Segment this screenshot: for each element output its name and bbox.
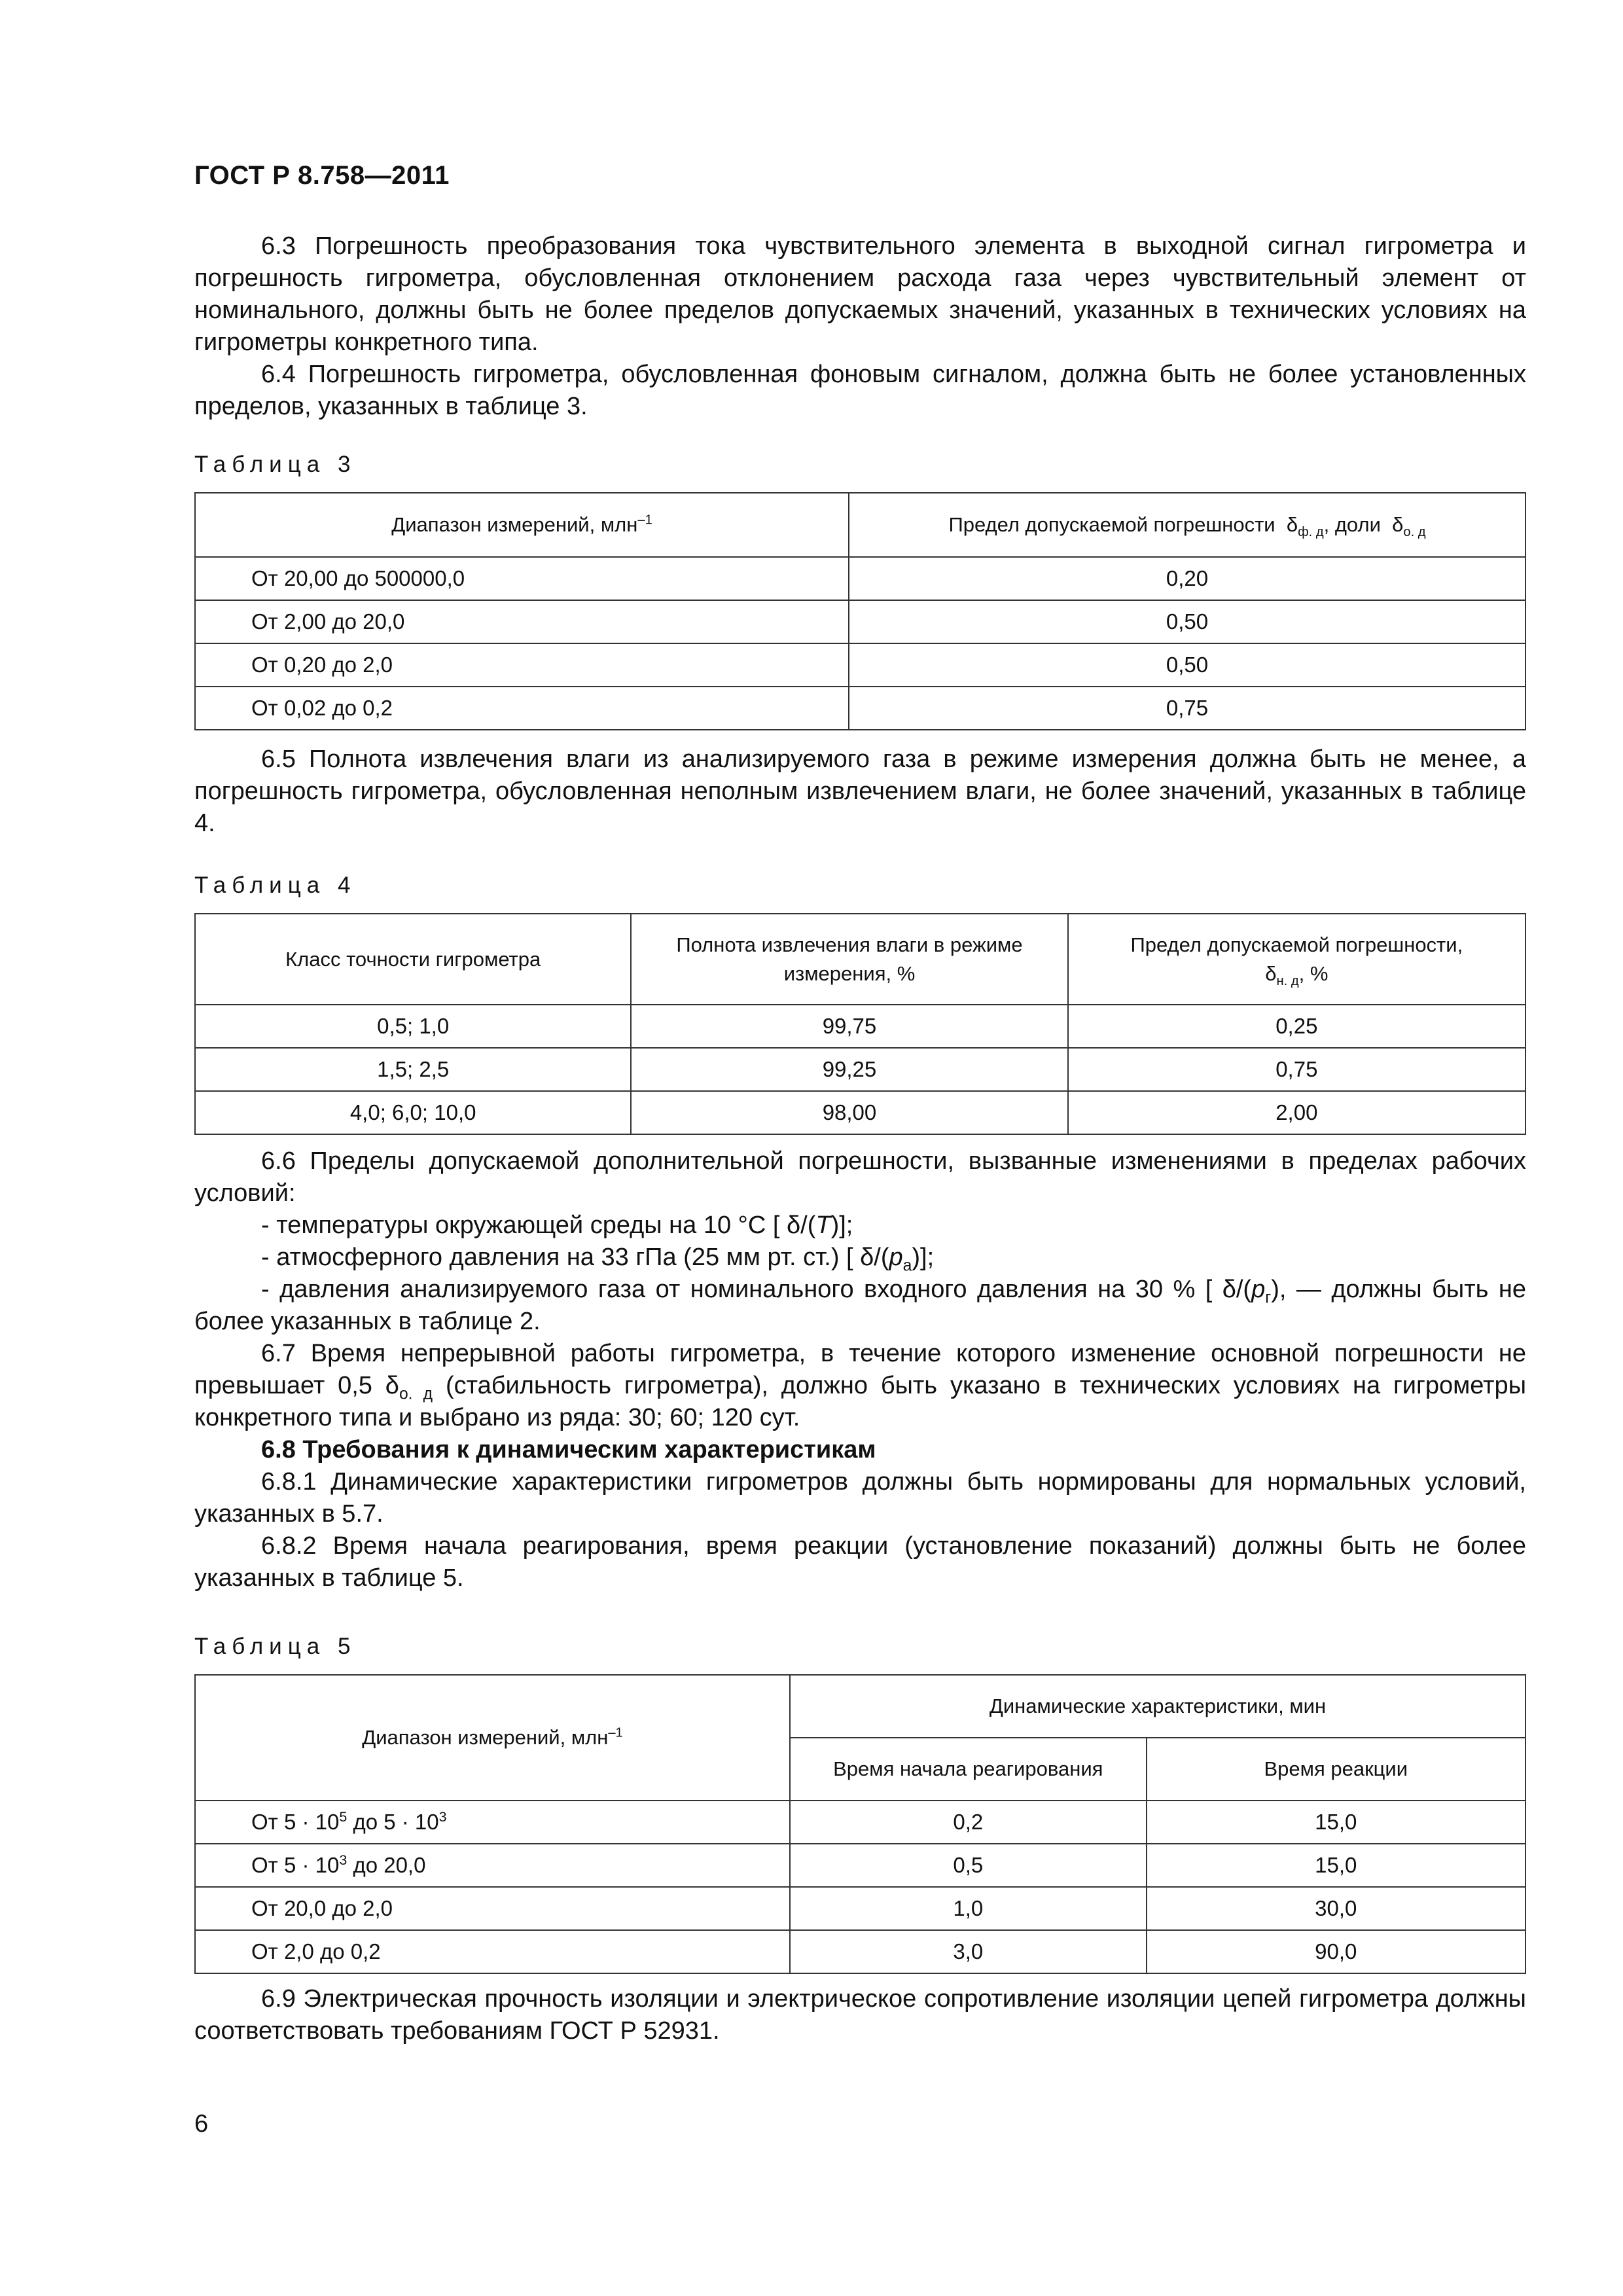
table-row: От 20,0 до 2,0 1,0 30,0 bbox=[195, 1887, 1525, 1930]
table-5-header-range: Диапазон измерений, млн$^{-1}$ bbox=[195, 1675, 790, 1801]
table-row: 0,5; 1,0 99,75 0,25 bbox=[195, 1005, 1525, 1048]
paragraph-6-7: 6.7 Время непрерывной работы гигрометра, в течение которого изменение основной погрешности не превышает 0,5 $\delta_{о. д}$ (стабильность гигрометра), должно быть указано в технических условиях на гигрометры конкретного типа и выбрано из ряда: 30; 60; 120 сут. bbox=[194, 1340, 1527, 1431]
table-row: 1,5; 2,5 99,25 0,75 bbox=[195, 1048, 1525, 1091]
table-4-header-limit: Предел допускаемой погрешности, $\delta_{н. д}$, % bbox=[1068, 914, 1525, 1005]
section-6-6-to-6-8-2 bbox=[194, 1145, 1526, 1594]
table-row: От 20,00 до 500000,0 0,20 bbox=[195, 557, 1525, 600]
paragraph-6-8-1: 6.8.1 Динамические характеристики гигрометров должны быть нормированы для нормальных условий, указанных в 5.7. bbox=[194, 1468, 1526, 1528]
table-5-header-reaction-time: Время реакции bbox=[1147, 1738, 1525, 1801]
table-5-header-row-1 bbox=[195, 1675, 1525, 1738]
table-3-header-range: Диапазон измерений, млн$^{-1}$ bbox=[195, 493, 849, 557]
section-6-3-6-4 bbox=[194, 230, 1526, 423]
table-row: От $5 \cdot 10^5$ до $5 \cdot 10^3$ 0,2 15,0 bbox=[195, 1801, 1525, 1844]
table-row: От 2,00 до 20,0 0,50 bbox=[195, 600, 1525, 643]
table-row: От $5 \cdot 10^3$ до 20,0 0,5 15,0 bbox=[195, 1844, 1525, 1887]
paragraph-6-9: 6.9 Электрическая прочность изоляции и электрическое сопротивление изоляции цепей гигрометра должны соответствовать требованиям ГОСТ Р 52931. bbox=[194, 1985, 1526, 2045]
table-4 bbox=[194, 913, 1526, 1135]
table-row: От 0,02 до 0,2 0,75 bbox=[195, 687, 1525, 730]
paragraph-6-4: 6.4 Погрешность гигрометра, обусловленная фоновым сигналом, должна быть не более установленных пределов, указанных в таблице 3. bbox=[194, 361, 1526, 420]
table-3-header-row bbox=[195, 493, 1525, 557]
table-5-header-start-time: Время начала реагирования bbox=[790, 1738, 1147, 1801]
paragraph-6-8-2: 6.8.2 Время начала реагирования, время реакции (установление показаний) должны быть не более указанных в таблице 5. bbox=[194, 1532, 1526, 1592]
table-row: От 2,0 до 0,2 3,0 90,0 bbox=[195, 1930, 1525, 1973]
table-4-header-class: Класс точности гигрометра bbox=[195, 914, 631, 1005]
table-3-caption: Таблица 3 bbox=[194, 452, 357, 477]
section-6-5 bbox=[194, 744, 1526, 840]
heading-6-8: 6.8 Требования к динамическим характеристикам bbox=[261, 1436, 876, 1463]
dash-temperature: - температуры окружающей среды на 10 °C [ δ/(T)]; bbox=[261, 1211, 853, 1239]
paragraph-6-6: 6.6 Пределы допускаемой дополнительной погрешности, вызванные изменениями в пределах рабочих условий: bbox=[194, 1147, 1526, 1207]
table-3-header-limit: Предел допускаемой погрешности $\delta_{ф. д}$, доли $\delta_{о. д}$ bbox=[849, 493, 1525, 557]
table-5-caption: Таблица 5 bbox=[194, 1634, 357, 1659]
paragraph-6-5: 6.5 Полнота извлечения влаги из анализируемого газа в режиме измерения должна быть не менее, а погрешность гигрометра, обусловленная неполным извлечением влаги, не более значений, указанных в таблице 4. bbox=[194, 745, 1526, 837]
dash-gas-pressure: - давления анализируемого газа от номинального входного давления на 30 % [ $\delta/(p_г)$, — должны быть не более указанных в таблице 2. bbox=[194, 1276, 1527, 1335]
dash-atm-pressure: - атмосферного давления на 33 гПа (25 мм рт. ст.) [ $\delta/(p_a)$]; bbox=[261, 1244, 935, 1275]
table-4-caption: Таблица 4 bbox=[194, 872, 357, 898]
table-row: 4,0; 6,0; 10,0 98,00 2,00 bbox=[195, 1091, 1525, 1134]
table-5 bbox=[194, 1674, 1526, 1974]
section-6-9 bbox=[194, 1983, 1526, 2047]
table-4-header-row bbox=[195, 914, 1525, 1005]
table-row: От 0,20 до 2,0 0,50 bbox=[195, 643, 1525, 687]
table-4-header-fullness: Полнота извлечения влаги в режиме измерения, % bbox=[631, 914, 1067, 1005]
table-3 bbox=[194, 492, 1526, 730]
paragraph-6-3: 6.3 Погрешность преобразования тока чувствительного элемента в выходной сигнал гигрометра и погрешность гигрометра, обусловленная отклонением расхода газа через чувствительный элемент от номинального, должны быть не более пределов допускаемых значений, указанных в технических условиях на гигрометры конкретного типа. bbox=[194, 232, 1526, 356]
page-number: 6 bbox=[194, 2110, 209, 2138]
table-5-header-dynamic: Динамические характеристики, мин bbox=[790, 1675, 1525, 1738]
standard-header: ГОСТ Р 8.758—2011 bbox=[194, 161, 450, 190]
